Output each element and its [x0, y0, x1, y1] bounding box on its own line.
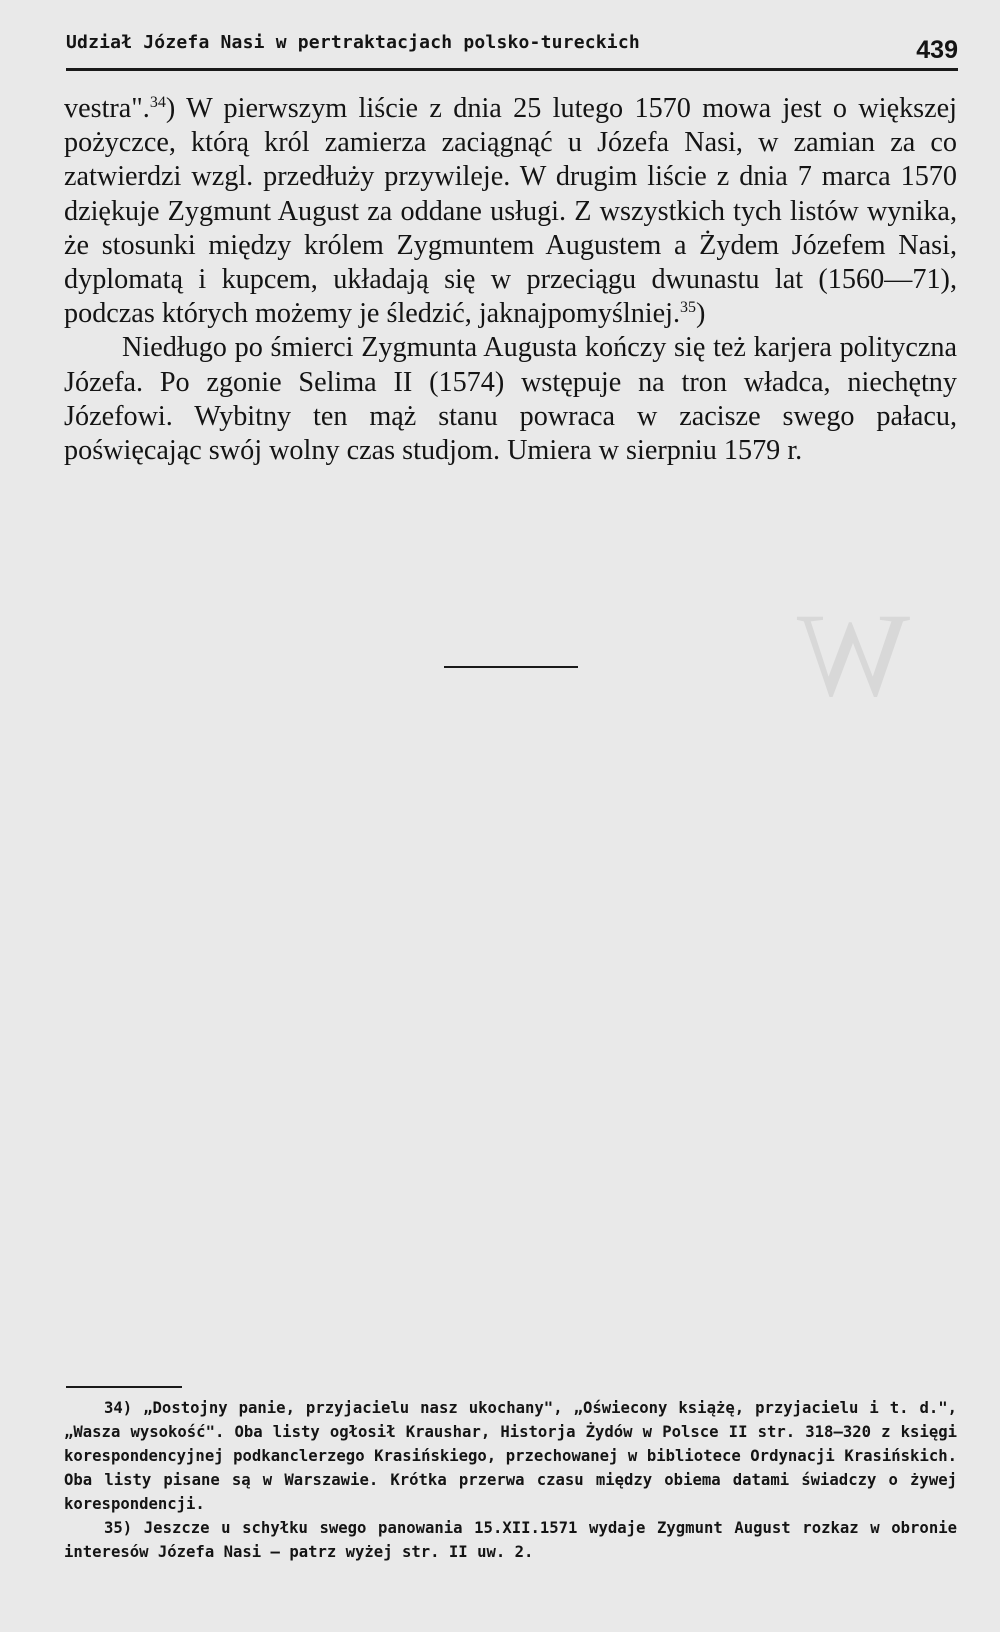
page-header	[66, 28, 958, 72]
paragraph-1-text: ) W pierwszym liście z dnia 25 lutego 1570 mowa jest o większej pożyczce, którą król zamierza zaciągnąć u Józefa Nasi, w zamian za co zatwierdzi wzgl. przedłuży przywileje. W drugim liście z dnia 7 marca 1570 dziękuje Zygmunt August za oddane usługi. Z wszystkich tych listów wynika, że stosunki między królem Zygmuntem Augustem a Żydem Józefem Nasi, dyplomatą i kupcem, układają się w przeciągu dwunastu lat (1560—71), podczas których możemy je śledzić, jaknajpomyślniej.	[64, 93, 957, 330]
footnote-ref-34: 34	[149, 94, 166, 111]
footnote-35	[64, 1516, 957, 1564]
footnotes	[64, 1396, 957, 1564]
footnote-ref-35: 35	[680, 299, 697, 317]
bleed-through-texture: W	[796, 588, 910, 721]
running-head: Udział Józefa Nasi w pertraktacjach polsko-tureckich	[66, 32, 640, 53]
footnote-35-text: Jeszcze u schyłku swego panowania 15.XII.1571 wydaje Zygmunt August rozkaz w obronie interesów Józefa Nasi — patrz wyżej str. II uw. 2.	[64, 1519, 957, 1561]
footnote-34-text: „Dostojny panie, przyjacielu nasz ukochany", „Oświecony książę, przyjacielu i t. d.", „Wasza wysokość". Oba listy ogłosił Kraushar, Historja Żydów w Polsce II str. 318—320 z księgi korespondencyjnej podkanclerzego Krasińskiego, przechowanej w bibliotece Ordynacji Krasińskich. Oba listy pisane są w Warszawie. Krótka przerwa czasu między obiema datami świadczy o żywej korespondencji.	[64, 1399, 958, 1513]
section-divider	[444, 666, 578, 668]
footnote-34	[64, 1396, 957, 1516]
footnote-34-number: 34)	[104, 1399, 133, 1417]
page-number: 439	[916, 36, 958, 64]
footnote-rule	[66, 1386, 182, 1388]
paragraph-1	[64, 92, 957, 331]
paragraph-1-start: vestra".	[64, 93, 150, 124]
paragraph-2: Niedługo po śmierci Zygmunta Augusta kończy się też karjera polityczna Józefa. Po zgonie Selima II (1574) wstępuje na tron władca, niechętny Józefowi. Wybitny ten mąż stanu powraca w zacisze swego pałacu, poświęcając swój wolny czas studjom. Umiera w sierpniu 1579 r.	[64, 332, 957, 467]
paragraph-1-end: )	[696, 298, 706, 330]
main-text	[64, 92, 957, 468]
header-rule	[66, 68, 958, 71]
footnote-35-number: 35)	[104, 1519, 133, 1537]
